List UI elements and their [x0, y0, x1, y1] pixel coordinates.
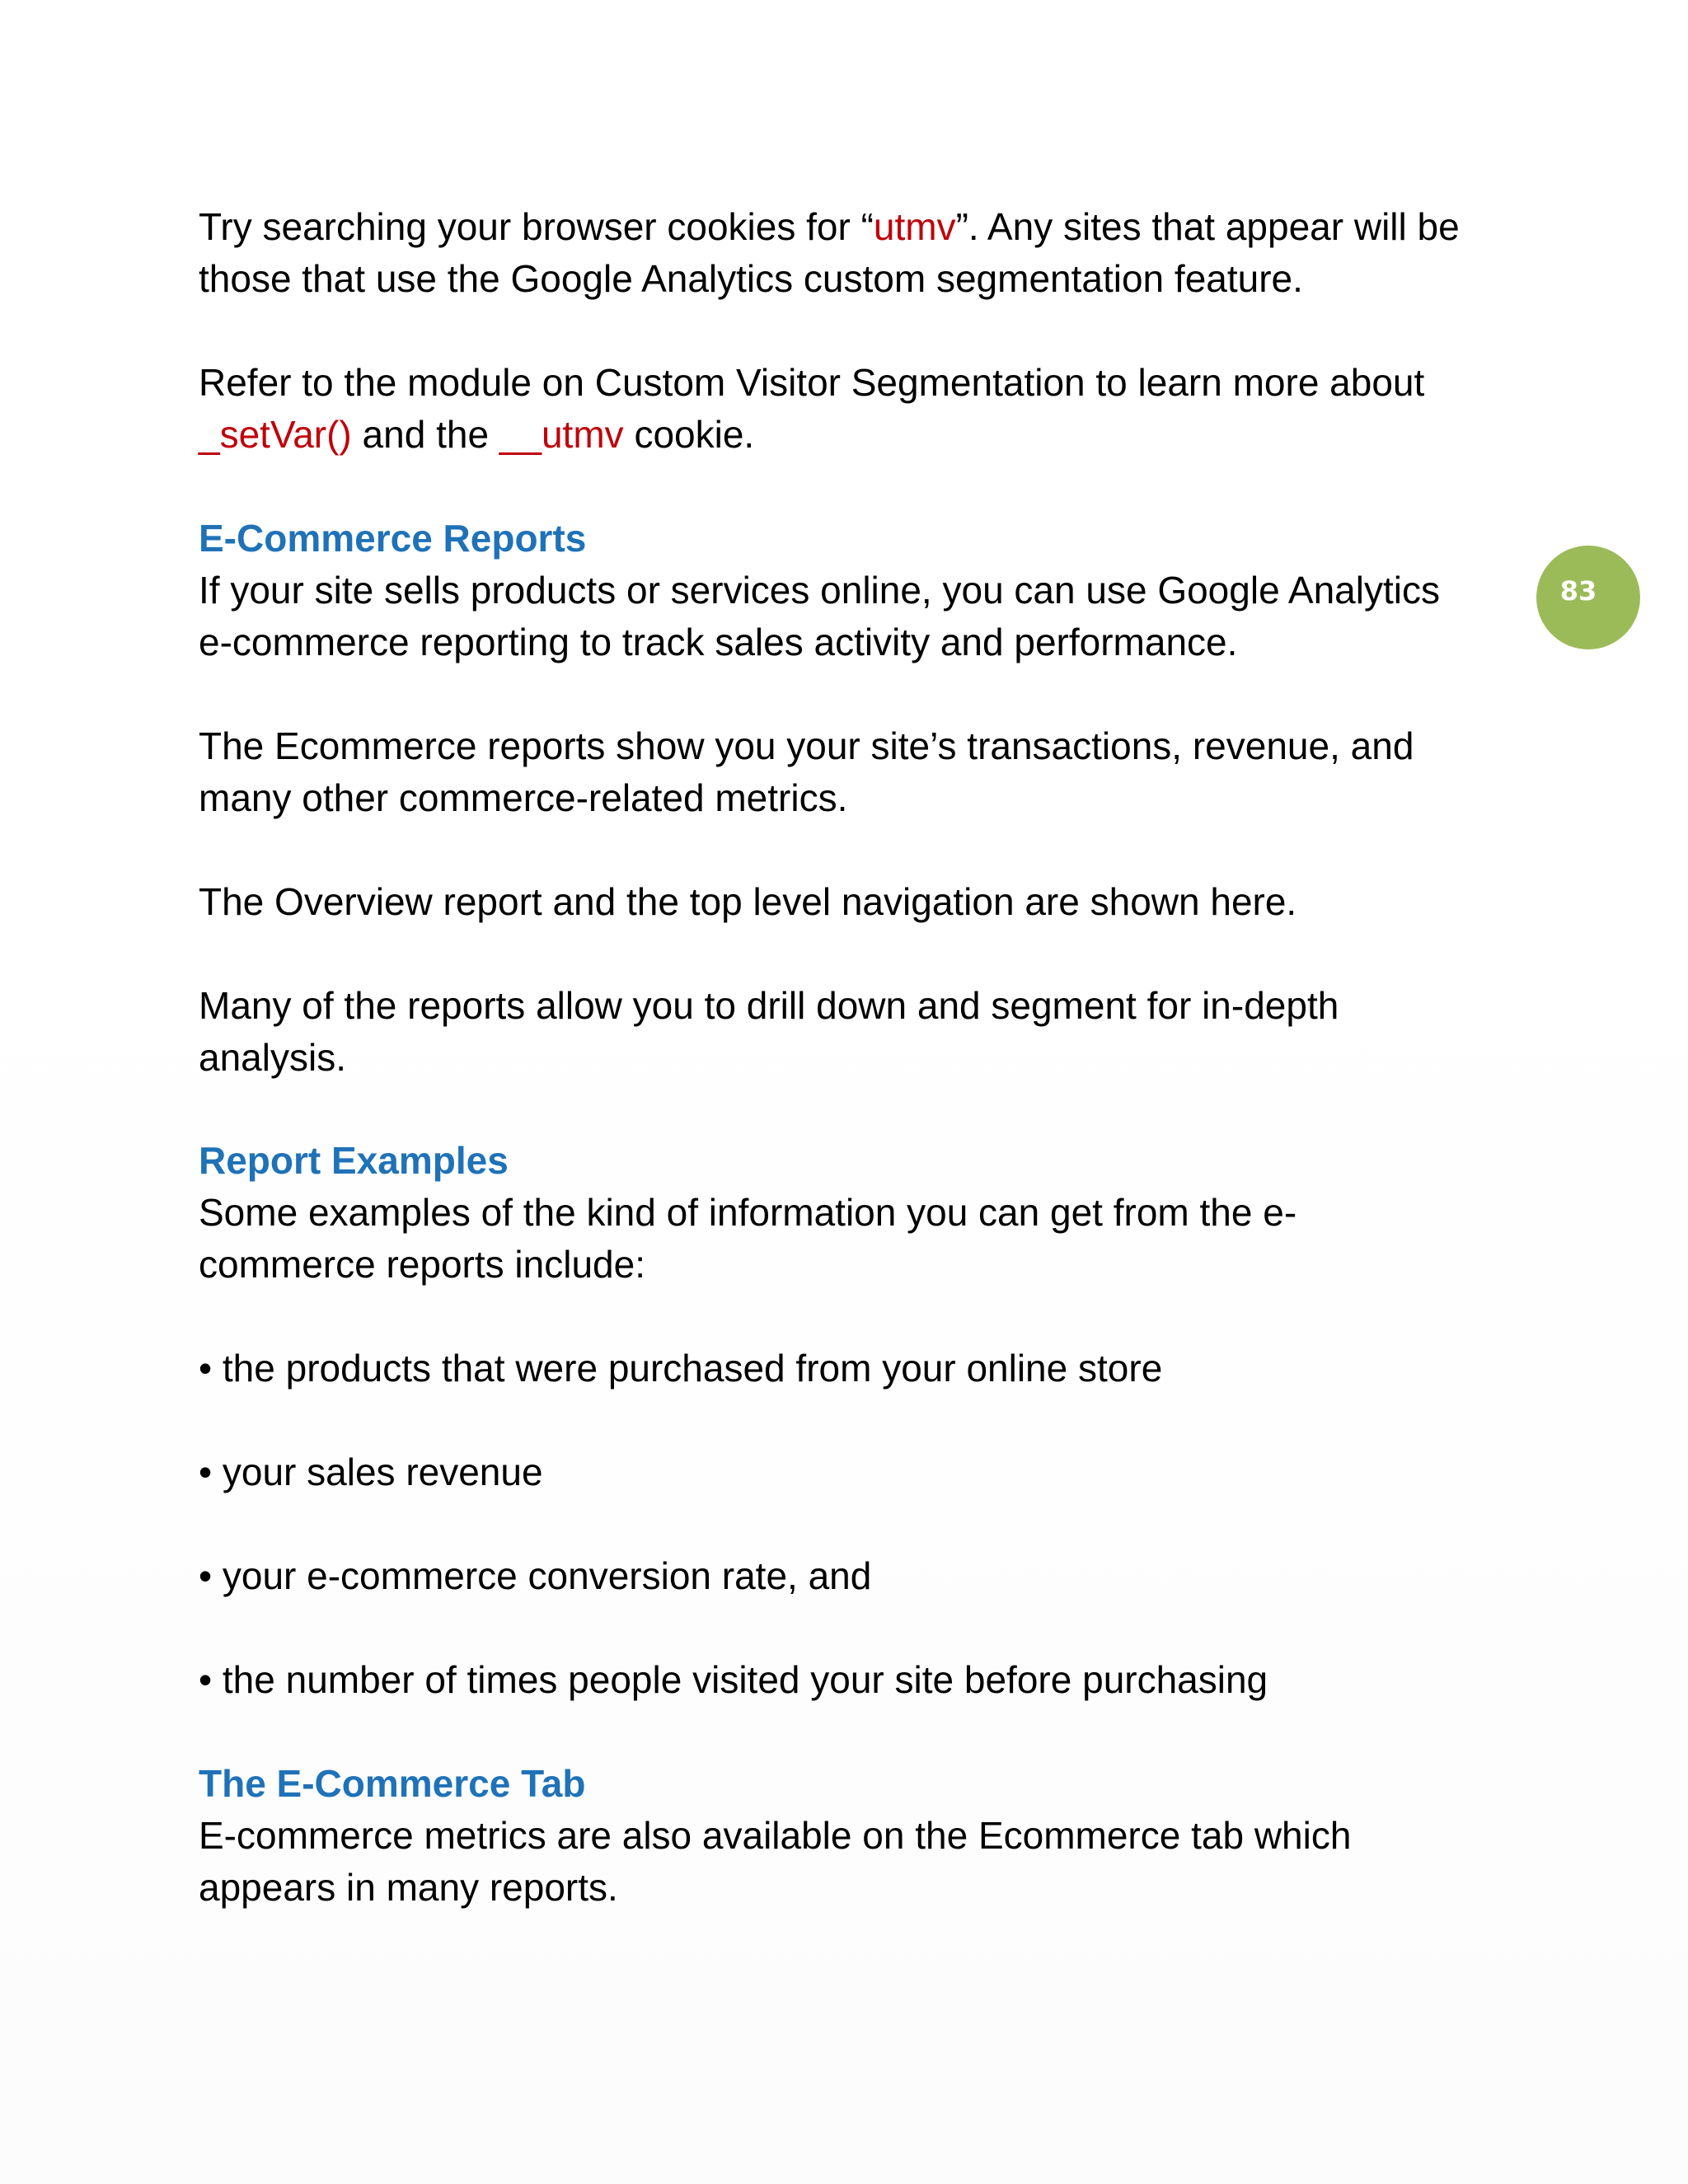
bullet-item: • your sales revenue: [199, 1451, 543, 1493]
page-content: [199, 201, 1517, 1914]
paragraph-line: The Ecommerce reports show you your site’s transactions, revenue, and: [199, 724, 1414, 767]
spacer: [199, 1706, 1517, 1758]
spacer: [199, 1498, 1517, 1550]
text-run: ”. Any sites that appear will be: [955, 205, 1460, 248]
code-setvar: _setVar(): [199, 413, 352, 456]
spacer: [199, 928, 1517, 980]
paragraph-line: Many of the reports allow you to drill down and segment for in-depth: [199, 984, 1339, 1027]
paragraph-line: commerce reports include:: [199, 1243, 645, 1286]
spacer: [199, 1602, 1517, 1654]
paragraph-line: E-commerce metrics are also available on the Ecommerce tab which: [199, 1814, 1352, 1857]
spacer: [199, 305, 1517, 357]
section-heading-ecommerce-tab: The E-Commerce Tab: [199, 1762, 586, 1805]
page-number-badge: [1536, 546, 1640, 649]
bullet-item: • the products that were purchased from your online store: [199, 1347, 1163, 1390]
bullet-item: • your e-commerce conversion rate, and: [199, 1554, 872, 1597]
bullet-item: • the number of times people visited your site before purchasing: [199, 1658, 1268, 1701]
paragraph-line: those that use the Google Analytics custom segmentation feature.: [199, 257, 1303, 300]
spacer: [199, 668, 1517, 720]
paragraph-line: Refer to the module on Custom Visitor Segmentation to learn more about: [199, 361, 1425, 404]
spacer: [199, 1394, 1517, 1446]
spacer: [199, 1084, 1517, 1135]
code-utmv: utmv: [873, 205, 956, 248]
paragraph-line: [199, 201, 1517, 253]
paragraph-line: e-commerce reporting to track sales activity and performance.: [199, 621, 1238, 663]
paragraph-line: analysis.: [199, 1036, 346, 1079]
code-utmv-cookie: __utmv: [499, 413, 624, 456]
paragraph-line: The Overview report and the top level navigation are shown here.: [199, 880, 1297, 923]
section-heading-ecommerce-reports: E-Commerce Reports: [199, 517, 587, 560]
page-number: 83: [1559, 575, 1597, 607]
section-heading-report-examples: Report Examples: [199, 1139, 509, 1182]
paragraph-line: [199, 409, 1517, 461]
spacer: [199, 824, 1517, 876]
paragraph-line: many other commerce-related metrics.: [199, 776, 848, 819]
text-run: and the: [351, 413, 499, 456]
spacer: [199, 1291, 1517, 1343]
text-run: Try searching your browser cookies for “: [199, 205, 874, 248]
paragraph-line: If your site sells products or services online, you can use Google Analytics: [199, 569, 1440, 612]
paragraph-line: Some examples of the kind of information you can get from the e-: [199, 1191, 1297, 1234]
paragraph-line: appears in many reports.: [199, 1866, 618, 1909]
text-run: cookie.: [623, 413, 755, 456]
spacer: [199, 461, 1517, 513]
